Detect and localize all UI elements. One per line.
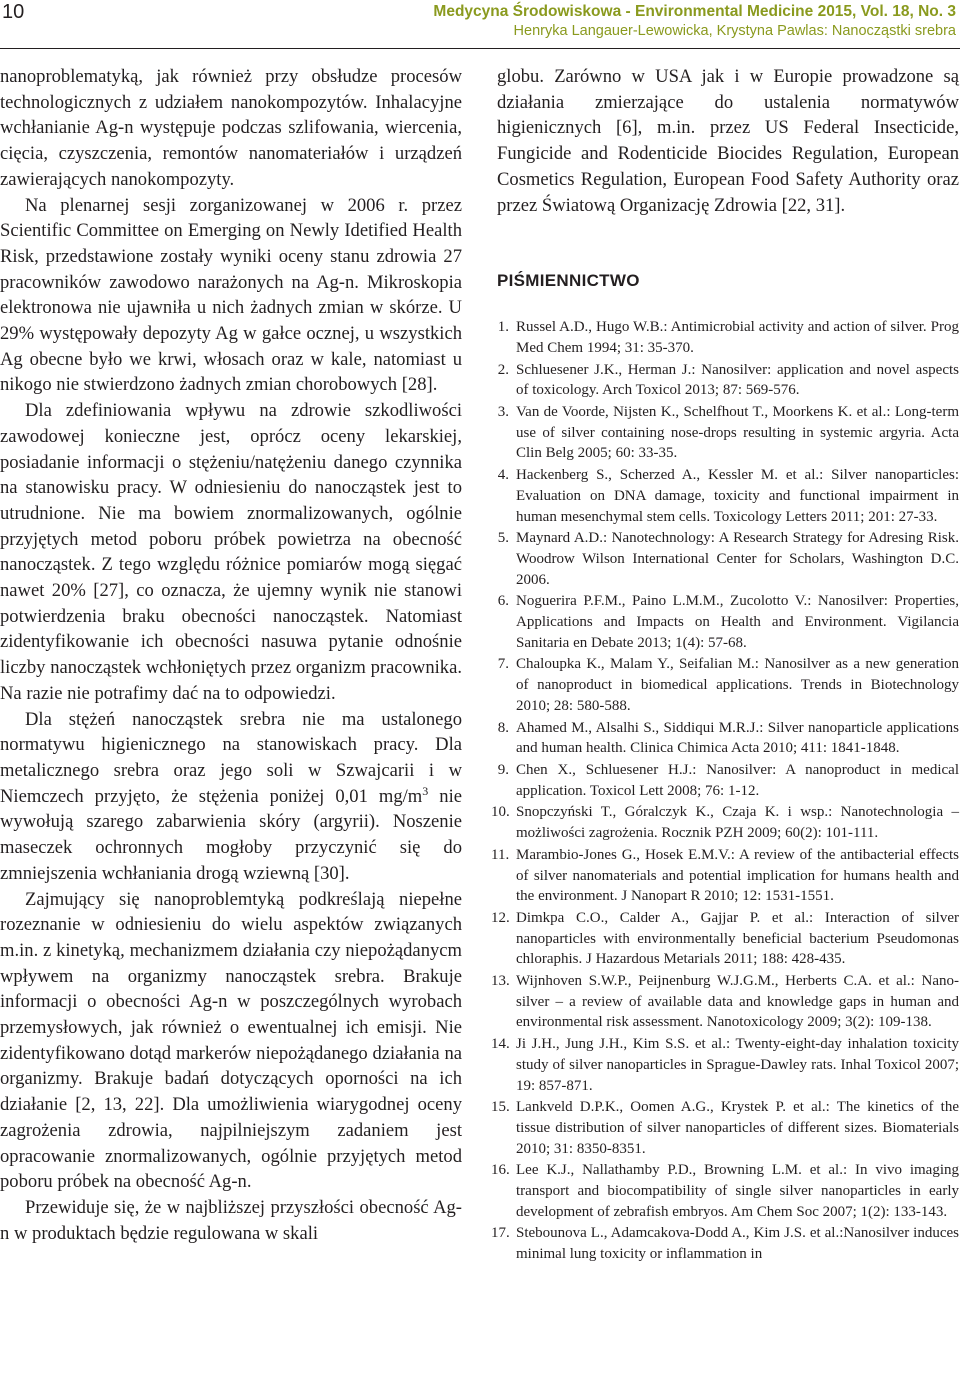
reference-text: Chaloupka K., Malam Y., Seifalian M.: Nanosilver as a new generation of nanoproduct in biomedical applications. Trends in Biotechnology 2010; 28: 580-588.: [516, 656, 959, 714]
reference-number: 2.: [497, 361, 509, 378]
reference-text: Ahamed M., Alsalhi S., Siddiqui M.R.J.: Silver nanoparticle applications and human health. Clinica Chimica Acta 2010; 411: 1841-1848.: [516, 719, 959, 757]
reference-text: Maynard A.D.: Nanotechnology: A Research Strategy for Adresing Risk. Woodrow Wilson International Center for Scholars, Washington D.C. 2006.: [516, 530, 959, 588]
reference-number: 12.: [491, 909, 510, 926]
reference-number: 14.: [491, 1036, 510, 1053]
reference-item: [497, 654, 959, 716]
paragraph: globu. Zarówno w USA jak i w Europie prowadzone są działania zmierzające do ustalenia normatywów higienicznych [6], m.in. przez US Federal Insecticide, Fungicide and Rodenticide Biocides Regulation, European Cosmetics Regulation, European Food Safety Authority oraz przez Światową Organizację Zdrowia [22, 31].: [497, 66, 959, 216]
reference-item: [497, 317, 959, 358]
reference-number: 5.: [497, 530, 509, 547]
reference-number: 3.: [497, 404, 509, 421]
reference-item: [497, 760, 959, 801]
reference-number: 8.: [497, 719, 509, 736]
reference-number: 15.: [491, 1099, 510, 1116]
reference-list: [491, 317, 959, 1265]
reference-number: 10.: [491, 804, 510, 821]
reference-text: Chen X., Schluesener H.J.: Nanosilver: A nanoproduct in medical application. Toxicol Lett 2008; 76: 1-12.: [516, 761, 959, 799]
reference-item: [491, 1160, 959, 1222]
paragraph: [0, 707, 462, 887]
paragraph: Dla zdefiniowania wpływu na zdrowie szkodliwości zawodowej konieczne jest, oprócz oceny lekarskiej, posiadanie informacji o stężeniu/natężeniu danego czynnika na stanowisku pracy. W odniesieniu do nanocząstek jest to utrudnione. Nie ma bowiem znormalizowanych, ogólnie przyjętych metod poboru próbek powietrza na obecność nanocząstek. Z tego względu różnice pomiarów mogą sięgać nawet 20% [27], co oznacza, że ujemny wynik nie stanowi potwierdzenia braku obecności nanocząstek. Natomiast zidentyfikowanie ich obecności nasuwa pytanie odnośnie liczby nanocząstek wchłoniętych przez organizm pracownika. Na razie nie potrafimy dać na to odpowiedzi.: [0, 400, 462, 704]
reference-text: Dimkpa C.O., Calder A., Gajjar P. et al.: Interaction of silver nanoparticles with environmentally beneficial bacterium Pseudomonas chloraphis. J Hazardous Metarials 2011; 188: 428-435.: [516, 909, 959, 968]
reference-item: [497, 360, 959, 401]
reference-text: Ji J.H., Jung J.H., Kim S.S. et al.: Twenty-eight-day inhalation toxicity study of silver nanoparticles in Sprague-Dawley rats. Inhal Toxicol 2007; 19: 857-871.: [516, 1036, 959, 1094]
reference-item: [491, 1223, 959, 1264]
reference-item: [497, 591, 959, 653]
reference-item: [491, 971, 959, 1033]
paragraph-text: Dla stężeń nanocząstek srebra nie ma ustalonego normatywu higienicznego na stanowiskach pracy. Dla metalicznego srebra oraz jego soli w Szwajcarii i w Niemczech przyjęto, że stężenia poniżej 0,01 mg/m: [0, 708, 462, 807]
reference-number: 13.: [491, 973, 510, 990]
reference-text: Marambio-Jones G., Hosek E.M.V.: A review of the antibacterial effects of silver nanomaterials and potential implication for humans health and the environment. J Nanopart R 2010; 12: 1531-1551.: [516, 846, 959, 905]
reference-number: 11.: [491, 846, 510, 863]
reference-item: [497, 718, 959, 759]
reference-number: 6.: [497, 593, 509, 610]
reference-text: Lankveld D.P.K., Oomen A.G., Krystek P. et al.: The kinetics of the tissue distribution of silver nanoparticles of different sizes. Biomaterials 2010; 31: 8350-8351.: [516, 1099, 959, 1157]
article-authors-title: Henryka Langauer-Lewowicka, Krystyna Pawlas: Nanocząstki srebra: [513, 23, 956, 39]
reference-item: [491, 908, 959, 970]
running-header: [433, 2, 956, 40]
reference-number: 7.: [497, 656, 509, 673]
reference-text: Wijnhoven S.W.P., Peijnenburg W.J.G.M., Herberts C.A. et al.: Nano-silver – a review of available data and knowledge gaps in human and environmental risk assessment. Nanotoxicology 2009; 3(2): 109-138.: [516, 973, 959, 1031]
reference-text: Van de Voorde, Nijsten K., Schelfhout T., Moorkens K. et al.: Long-term use of silver containing nose-drops resulting in systemic argyria. Acta Clin Belg 2005; 60: 33-35.: [516, 404, 959, 462]
reference-number: 9.: [497, 761, 509, 778]
reference-number: 4.: [497, 467, 509, 484]
header-rule: [0, 48, 960, 49]
left-column: [0, 64, 462, 1246]
reference-item: [491, 802, 959, 843]
reference-item: [491, 845, 959, 907]
reference-number: 1.: [497, 319, 509, 336]
reference-item: [491, 1034, 959, 1096]
reference-text: Stebounova L., Adamcakova-Dodd A., Kim J.S. et al.:Nanosilver induces minimal lung toxicity or inflammation in: [516, 1225, 959, 1263]
paragraph: Przewiduje się, że w najbliższej przyszłości obecność Ag-n w produktach będzie regulowana w skali: [0, 1196, 462, 1244]
reference-item: [497, 528, 959, 590]
reference-number: 17.: [491, 1225, 510, 1242]
reference-text: Lee K.J., Nallathamby P.D., Browning L.M. et al.: In vivo imaging transport and biocompatibility of single silver nanoparticles in early development of zebrafish embryos. Am Chem Soc 2007; 1(2): 133-143.: [516, 1162, 959, 1220]
reference-text: Russel A.D., Hugo W.B.: Antimicrobial activity and action of silver. Prog Med Chem 1994; 31: 35-370.: [516, 319, 959, 356]
page-number: 10: [2, 1, 25, 23]
reference-text: Hackenberg S., Scherzed A., Kessler M. et al.: Silver nanoparticles: Evaluation on DNA damage, toxicity and functional impairment in human mesenchymal stem cells. Toxicology Letters 2011; 201: 27-33.: [516, 467, 959, 525]
reference-text: Schluesener J.K., Herman J.: Nanosilver: application and novel aspects of toxicology. Arch Toxicol 2013; 87: 569-576.: [516, 361, 959, 399]
reference-number: 16.: [491, 1162, 510, 1179]
reference-text: Noguerira P.F.M., Paino L.M.M., Zucolotto V.: Nanosilver: Properties, Applications and Impacts on Health and Environment. Vigilancia Sanitaria en Debate 2013; 1(4): 57-68.: [516, 593, 959, 651]
paragraph: Zajmujący się nanoproblemtyką podkreślają niepełne rozeznanie w odniesieniu do wielu aspektów związanych m.in. z kinetyką, mechanizmem działania czy niepożądanycm wpływem na organizmy nanocząstek srebra. Brakuje informacji o obecności Ag-n w poszczególnych wyrobach przemysłowych, jak również o ewentualnej ich emisji. Nie zidentyfikowano dotąd markerów niepożądanego działania na organizmy. Brakuje badań dotyczących oporności na ich działanie [2, 13, 22]. Dla umożliwienia wiarygodnej oceny zagrożenia zdrowia, najpilniejszym zadaniem jest opracowanie znormalizowanych, ogólnie przyjętych metod poboru próbek na obecność Ag-n.: [0, 888, 462, 1193]
reference-item: [491, 1097, 959, 1159]
paragraph-text: nie wywołują szarego zabarwienia skóry (argyrii). Noszenie maseczek ochronnych mogłoby przyczynić się do zmniejszenia wchłaniania drogą wziewną [30].: [0, 785, 462, 884]
reference-item: [497, 465, 959, 527]
right-column: [491, 64, 959, 1266]
paragraph: nanoproblematyką, jak również przy obsłudze procesów technologicznych z udziałem nanokompozytów. Inhalacyjne wchłanianie Ag-n występuje podczas szlifowania, wiercenia, cięcia, czyszczenia, remontów nanomateriałów i urządzeń zawierających nanokompozyty.: [0, 66, 462, 190]
reference-item: [497, 402, 959, 464]
paragraph: Na plenarnej sesji zorganizowanej w 2006 r. przez Scientific Committee on Emerging on Newly Idetified Health Risk, przedstawione zostały wyniki oceny stanu zdrowia 27 pracowników zawodowo narażonych na Ag-n. Mikroskopia elektronowa nie ujawniła u nich żadnych zmian w skórze. U 29% występowały depozyty Ag w gałce ocznej, u wszystkich Ag obecne było we krwi, włosach oraz w kale, natomiast u nikogo nie stwierdzono żadnych zmian chorobowych [28].: [0, 194, 462, 396]
superscript: 3: [422, 783, 429, 798]
reference-text: Snopczyński T., Góralczyk K., Czaja K. i wsp.: Nanotechnologia – możliwości zagrożenia. Rocznik PZH 2009; 60(2): 101-111.: [516, 804, 959, 842]
journal-title: Medycyna Środowiskowa - Environmental Medicine 2015, Vol. 18, No. 3: [433, 3, 956, 20]
references-heading: PIŚMIENNICTWO: [497, 271, 640, 291]
